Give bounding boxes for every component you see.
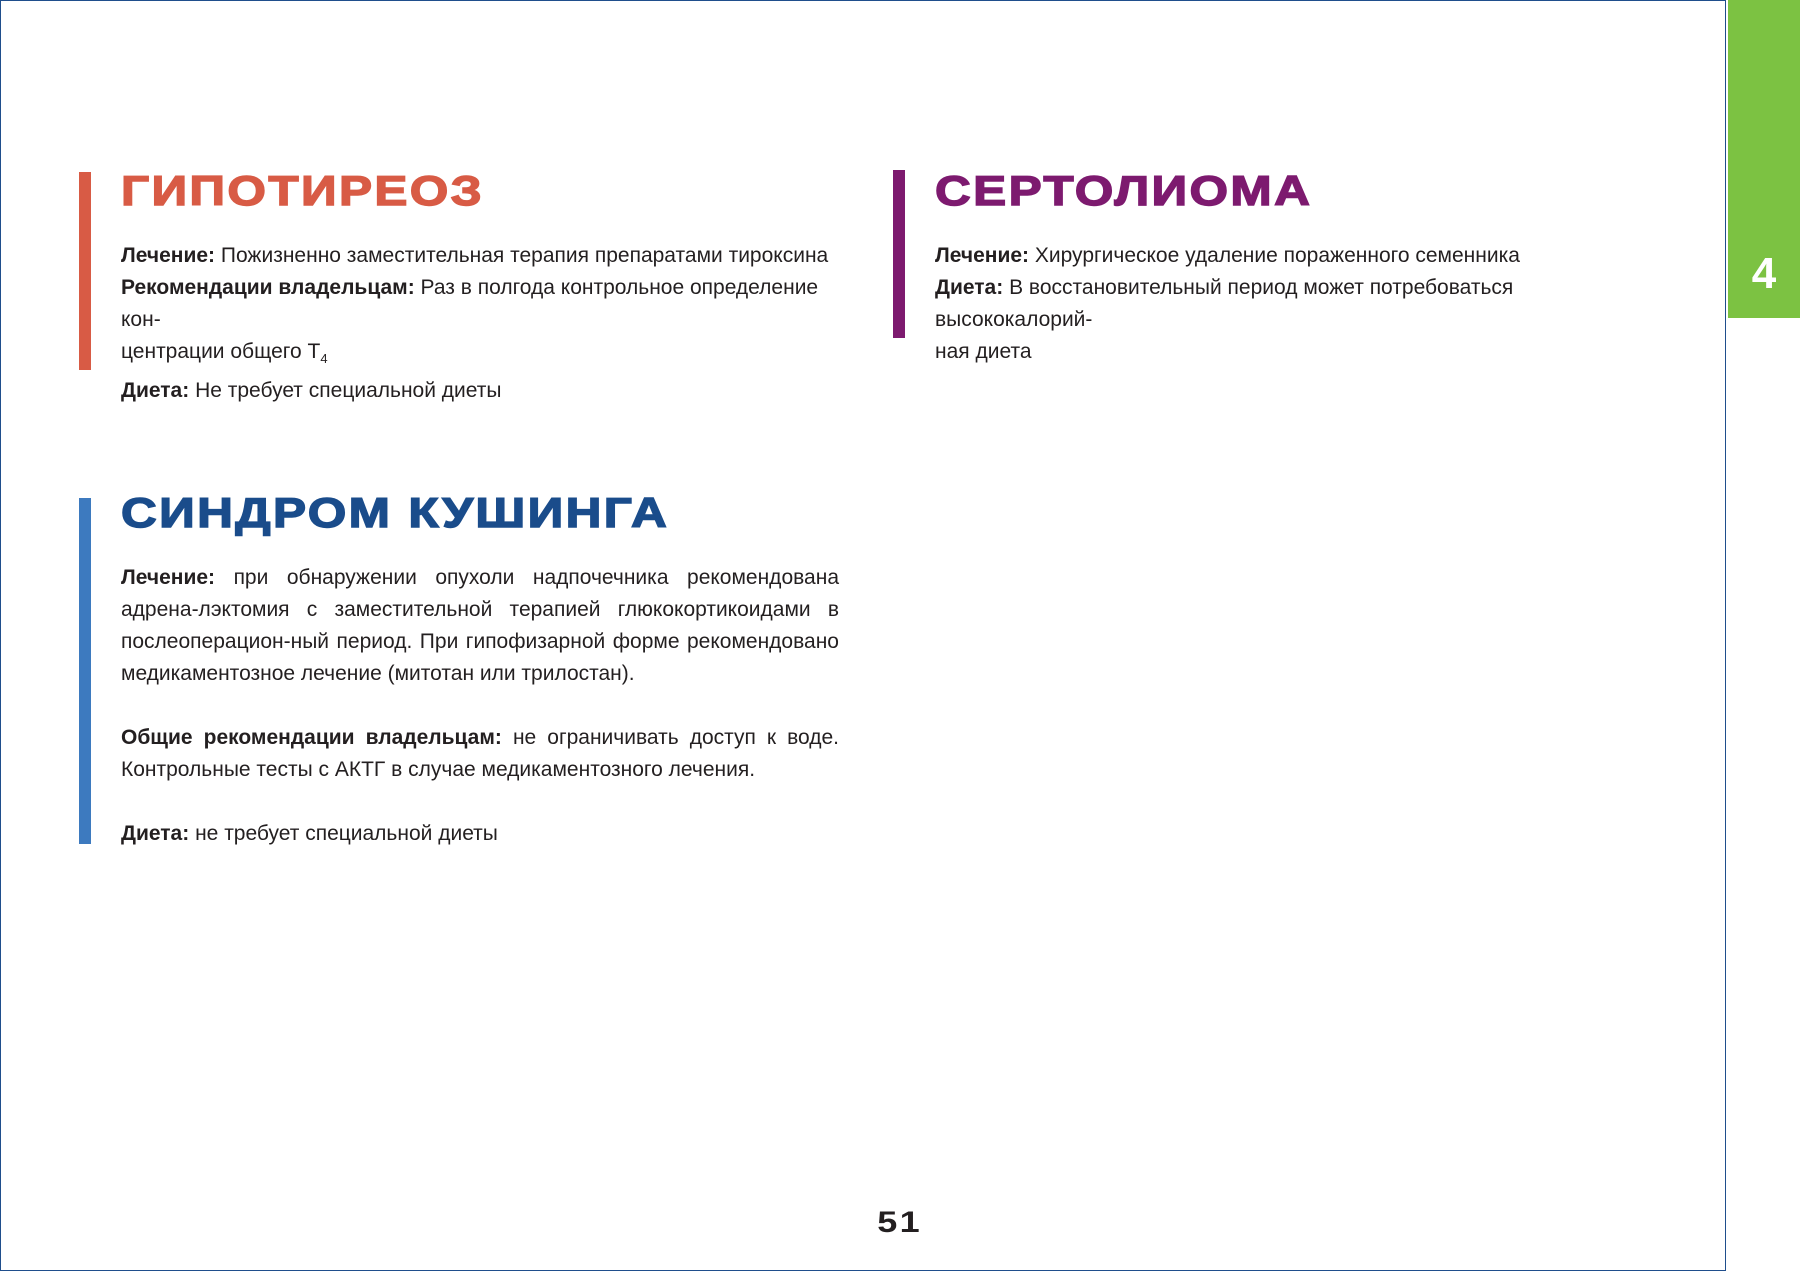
section-bar-cushing (79, 498, 91, 844)
owners-line (121, 272, 841, 336)
chapter-number: 4 (1751, 249, 1777, 298)
treatment-label: Лечение: (935, 244, 1030, 267)
diet-label: Диета: (121, 379, 190, 403)
section-title-cushing: СИНДРОМ КУШИНГА (121, 489, 670, 536)
diet-paragraph (121, 818, 839, 850)
section-cushing (79, 490, 839, 850)
owners-text: не ограничивать доступ к воде. Контрольные тесты с АКТГ в случае медикаментозного лечения. (121, 726, 840, 781)
diet-line-2 (935, 336, 1675, 368)
diet-label: Диета: (121, 822, 190, 845)
chapter-tab (1728, 0, 1800, 318)
section-body-hypothyroidism (121, 240, 841, 407)
owners-label: Общие рекомендации владельцам: (121, 726, 502, 749)
section-body-sertolioma (935, 240, 1675, 368)
diet-text-1: В восстановительный период может потребоваться высококалорий- (935, 276, 1514, 331)
section-bar-hypothyroidism (79, 172, 91, 370)
diet-line (935, 272, 1675, 336)
section-sertolioma (893, 167, 1673, 363)
treatment-label: Лечение: (121, 566, 216, 589)
page-number (0, 1206, 1800, 1240)
owners-text-2: центрации общего T (121, 340, 321, 363)
section-body-cushing (121, 562, 839, 850)
owners-paragraph (121, 722, 839, 786)
owners-subscript: 4 (320, 351, 328, 367)
diet-text: Не требует специальной диеты (195, 379, 502, 403)
treatment-text: Хирургическое удаление пораженного семенника (1034, 244, 1520, 267)
owners-text-1: Раз в полгода контрольное определение кон- (121, 276, 819, 331)
section-title-sertolioma: СЕРТОЛИОМА (935, 167, 1313, 214)
section-bar-sertolioma (893, 170, 905, 338)
page-number-text: 51 (877, 1206, 923, 1239)
treatment-label: Лечение: (121, 244, 216, 267)
diet-line (121, 375, 841, 407)
treatment-paragraph (121, 562, 839, 690)
owners-line-2 (121, 336, 841, 375)
treatment-line (121, 240, 841, 272)
diet-text-2: ная диета (935, 340, 1032, 363)
treatment-text: при обнаружении опухоли надпочечника рекомендована адрена-лэктомия с заместительной терапией глюкокортикоидами в послеоперацион-ный период. При гипофизарной форме рекомендовано медикаментозное лечение (митотан или трилостан). (121, 566, 839, 685)
diet-label: Диета: (935, 276, 1004, 299)
owners-label: Рекомендации владельцам: (121, 276, 415, 299)
treatment-line (935, 240, 1675, 272)
section-title-hypothyroidism: ГИПОТИРЕОЗ (121, 167, 485, 214)
section-hypothyroidism (79, 167, 839, 403)
treatment-text: Пожизненно заместительная терапия препаратами тироксина (220, 244, 829, 267)
diet-text: не требует специальной диеты (195, 822, 498, 845)
